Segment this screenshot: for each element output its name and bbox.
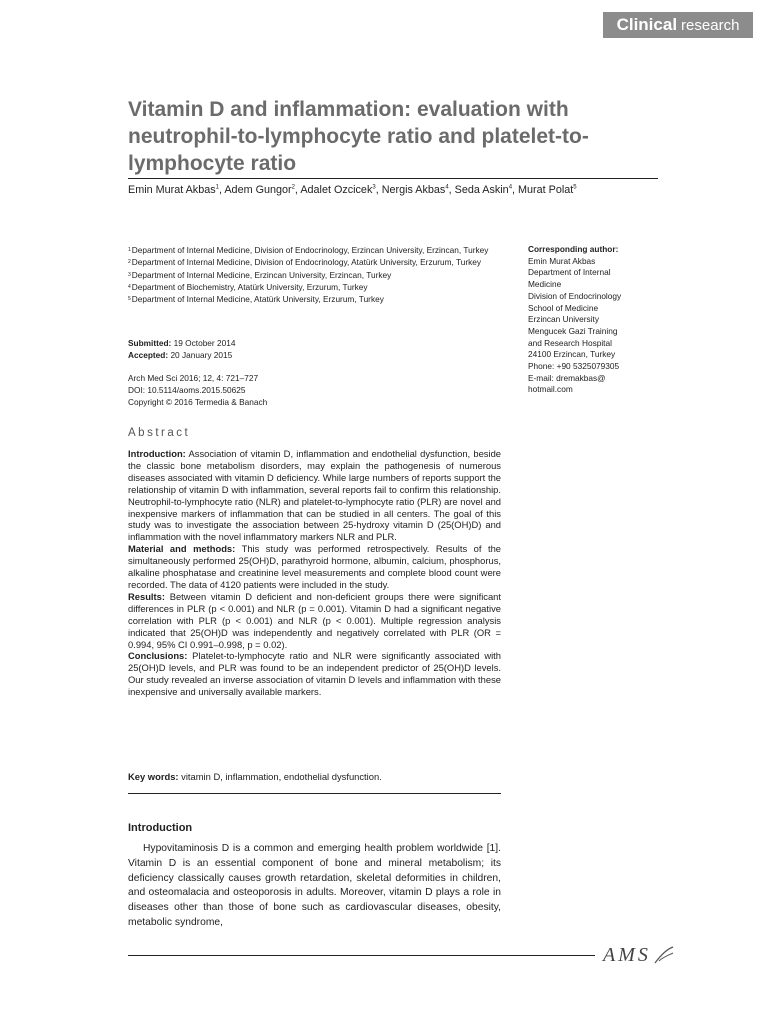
abstract-rule: [128, 793, 501, 794]
affiliation: 3 Department of Internal Medicine, Erzincan University, Erzincan, Turkey: [128, 269, 392, 280]
author-list: [128, 184, 668, 196]
author: Adem Gungor$^2$,: [224, 184, 301, 196]
abstract-section: Results: Between vitamin D deficient and non-deficient groups there were significant differences in PLR (p < 0.001) and NLR (p = 0.001). Vitamin D had a significant negative correlation with PLR (p < 0.001) and NLR (p < 0.001). Multiple regression analysis indicated that 25(OH)D was independently and negatively correlated with PLR (OR = 0.994, 95% CI 0.991–0.998, p = 0.02).: [128, 590, 501, 650]
affiliation: 1 Department of Internal Medicine, Division of Endocrinology, Erzincan University, Erzincan, Turkey: [128, 245, 489, 255]
logo-swirl-icon: [653, 945, 675, 967]
author: Emin Murat Akbas$^1$,: [128, 184, 225, 196]
affiliation: 5 Department of Internal Medicine, Atatürk University, Erzurum, Turkey: [128, 294, 384, 305]
abstract-section: Introduction: Association of vitamin D, inflammation and endothelial dysfunction, beside the classic bone metabolism disorders, may explain the pathogenesis of numerous diseases associated with vitamin D deficiency. While large numbers of reports support the relationship of vitamin D with inflammation, several reports fail to confirm this relationship. Neutrophil-to-lymphocyte ratio (NLR) and platelet-to-lymphocyte ratio (PLR) are novel and inexpensive markers of inflammation that can be studied in all centers. The goal of this study was to investigate the association between 25-hydroxy vitamin D (25(OH)D) and inflammation with the novel inflammatory markers NLR and PLR.: [128, 448, 501, 543]
author: Murat Polat$^5$: [518, 184, 577, 196]
affiliation: 4 Department of Biochemistry, Atatürk University, Erzurum, Turkey: [128, 281, 368, 292]
paper-title: Vitamin D and inflammation: evaluation with neutrophil-to-lymphocyte ratio and platelet-to-lymphocyte ratio: [128, 98, 589, 175]
journal-logo: AMS: [603, 944, 675, 967]
journal-citation: Arch Med Sci 2016; 12, 4: 721–727: [128, 373, 259, 383]
submission-dates: Submitted: 19 October 2014 Accepted: 20 January 2015: [128, 338, 236, 360]
keywords: Key words: vitamin D, inflammation, endothelial dysfunction.: [128, 771, 382, 782]
affiliations: [128, 244, 498, 305]
accepted-date: 20 January 2015: [170, 350, 233, 360]
submitted-date: 19 October 2014: [173, 338, 236, 348]
badge-part2: research: [681, 16, 740, 34]
abstract-section: Material and methods: This study was performed retrospectively. Results of the simultaneously performed 25(OH)D, parathyroid hormone, albumin, calcium, phosphorus, alkaline phosphatase and creatinine level measurements and complete blood count were recorded. The data of 4120 patients were included in the study.: [128, 543, 501, 590]
title-rule: [128, 178, 658, 179]
corresponding-label: Corresponding author:: [528, 244, 619, 254]
section-heading: Introduction: [128, 822, 193, 834]
badge-part1: Clinical: [616, 15, 678, 34]
intro-paragraph: Hypovitaminosis D is a common and emerging health problem worldwide [1]. Vitamin D is an essential component of bone and mineral metabolism; its deficiency classically causes growth retardation, skeletal deformities in children, and osteomalacia and osteoporosis in adults. Moreover, vitamin D plays a role in diseases other than those of bone such as cardiovascular diseases, obesity, metabolic syndrome,: [128, 843, 501, 928]
author: Nergis Akbas$^4$,: [381, 184, 455, 196]
doi: DOI: 10.5114/aoms.2015.50625: [128, 385, 246, 395]
abstract-heading: Abstract: [128, 427, 191, 439]
abstract-section: Conclusions: Platelet-to-lymphocyte ratio and NLR were significantly associated with 25(OH)D levels, and PLR was found to be an independent predictor of 25(OH)D levels. Our study revealed an inverse association of vitamin D levels and inflammation with these inexpensive and universally available markers.: [128, 650, 501, 698]
corresponding-author: Corresponding author: Emin Murat Akbas Department of Internal Medicine Division of Endocrinology School of Medicine Erzincan University Mengucek Gazi Training and Research Hospital 24100 Erzincan, Turkey Phone: +90 5325079305 E-mail: dremakbas@ hotmail.com: [528, 244, 622, 395]
author: Seda Askin$^4$,: [454, 184, 519, 196]
affiliation: 2 Department of Internal Medicine, Division of Endocrinology, Atatürk University, Erzurum, Turkey: [128, 257, 482, 268]
footer-rule: [128, 955, 595, 956]
abstract-body: [128, 448, 501, 698]
copyright: Copyright © 2016 Termedia & Banach: [128, 397, 268, 407]
section-badge: [603, 12, 753, 38]
author: Adalet Ozcicek$^3$,: [300, 184, 382, 196]
citation-block: [128, 372, 267, 408]
